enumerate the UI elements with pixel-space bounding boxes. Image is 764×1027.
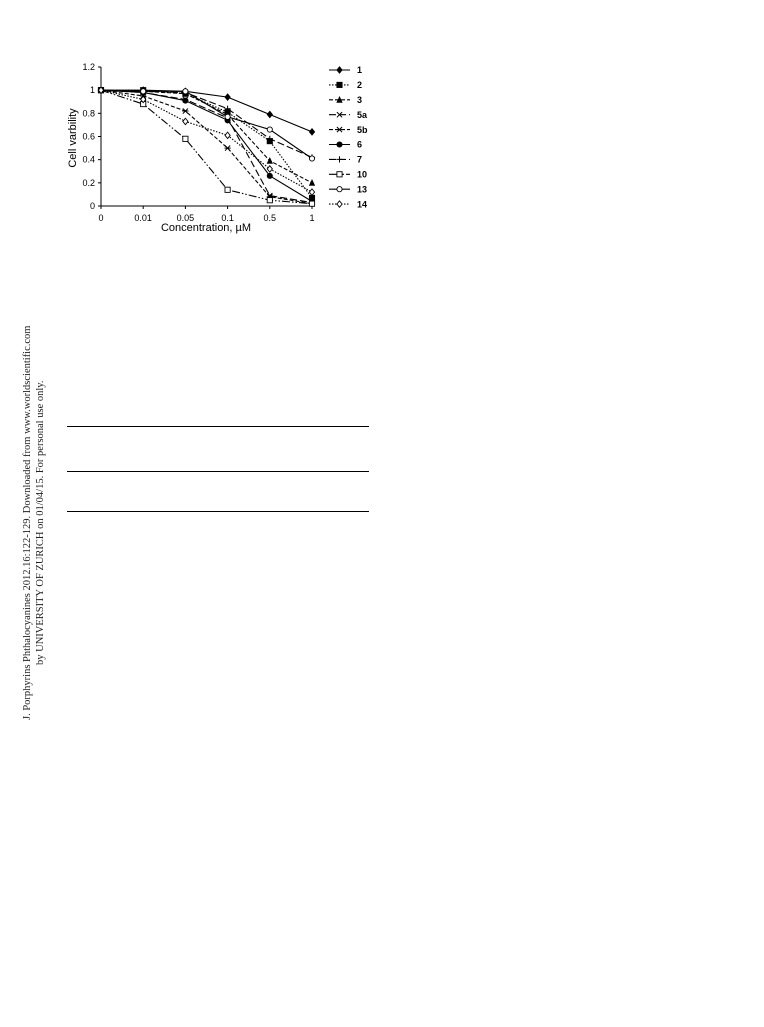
legend-label: 6 (357, 139, 363, 150)
data-point-plus-marker (336, 156, 342, 162)
legend-item (329, 80, 362, 90)
data-point-square-open-marker (337, 172, 342, 177)
legend-label: 14 (357, 199, 368, 210)
data-point-circle-open-marker (141, 89, 146, 94)
y-tick-label: 1 (89, 85, 95, 96)
x-tick-label: 0 (98, 213, 104, 223)
table-rule-top (67, 426, 369, 427)
series-line (101, 90, 312, 192)
download-watermark-line-1: J. Porphyrins Phthalocyanines 2012.16:122-129. Downloaded from www.worldscientific.com (22, 325, 33, 720)
data-point-square-open-marker (225, 187, 230, 192)
series-7 (98, 87, 315, 160)
table-rule-middle (67, 471, 369, 472)
data-point-circle-filled-marker (337, 142, 342, 147)
y-tick-label: 0.4 (82, 154, 95, 165)
data-point-square-filled-marker (337, 82, 342, 87)
legend-label: 10 (357, 169, 368, 180)
series-line (101, 90, 312, 157)
legend-label: 7 (357, 154, 363, 165)
y-tick-label: 0.8 (82, 108, 95, 119)
download-watermark-line-2: by UNIVERSITY OF ZURICH on 01/04/15. For personal use only. (35, 380, 46, 665)
series-5b (98, 88, 315, 207)
x-tick-label: 0.1 (221, 213, 234, 223)
series-lines (98, 87, 315, 206)
data-point-triangle-filled-marker (309, 180, 314, 186)
y-tick-label: 1.2 (82, 62, 95, 72)
table-rule-bottom (67, 511, 369, 512)
data-point-diamond-open-marker (337, 201, 342, 207)
legend (329, 65, 368, 209)
legend-item (329, 170, 367, 180)
data-point-diamond-filled-marker (225, 94, 230, 100)
series-13 (98, 88, 314, 162)
data-point-circle-open-marker (309, 156, 314, 161)
data-point-circle-open-marker (267, 127, 272, 132)
x-tick-label: 0.05 (176, 213, 195, 223)
series-6 (98, 88, 314, 204)
data-point-circle-filled-marker (267, 173, 272, 178)
data-point-circle-open-marker (183, 89, 188, 94)
x-tick-label: 0.5 (263, 213, 277, 223)
data-point-diamond-filled-marker (309, 129, 314, 135)
legend-label: 5a (357, 109, 368, 120)
series-line (101, 90, 312, 201)
data-point-triangle-filled-marker (267, 158, 272, 164)
legend-item (329, 125, 368, 135)
y-tick-label: 0.2 (82, 177, 95, 188)
data-point-square-open-marker (183, 136, 188, 141)
data-point-circle-open-marker (225, 114, 230, 119)
data-point-diamond-open-marker (267, 166, 272, 172)
legend-item (329, 140, 362, 150)
data-point-diamond-open-marker (225, 132, 230, 138)
data-point-star-marker (336, 127, 342, 132)
download-watermark (21, 326, 47, 720)
legend-label: 13 (357, 184, 368, 195)
legend-item (329, 95, 362, 105)
data-point-diamond-open-marker (183, 118, 188, 124)
legend-label: 2 (357, 80, 363, 91)
data-point-star-marker (182, 108, 188, 113)
legend-item (329, 65, 362, 75)
y-tick-label: 0.6 (82, 131, 95, 142)
y-tick-label: 0 (89, 201, 95, 211)
x-tick-label: 1 (309, 213, 315, 223)
legend-item (329, 110, 368, 120)
data-point-diamond-filled-marker (267, 111, 272, 117)
series-3 (98, 87, 314, 185)
cell-viability-chart (0, 0, 764, 260)
legend-label: 5b (357, 124, 368, 135)
legend-label: 3 (357, 95, 363, 105)
x-tick-label: 0.01 (134, 213, 152, 223)
data-point-circle-filled-marker (183, 98, 188, 103)
series-line (101, 90, 312, 204)
series-10 (98, 88, 314, 207)
data-point-circle-open-marker (337, 187, 342, 192)
series-line (101, 90, 312, 204)
data-point-diamond-filled-marker (337, 67, 342, 73)
legend-item (329, 199, 367, 209)
legend-item (329, 155, 362, 165)
series-line (101, 90, 312, 202)
legend-item (329, 184, 367, 194)
y-axis-title: Cell varbility (67, 108, 79, 168)
series-5a (98, 88, 314, 206)
data-point-diamond-open-marker (309, 189, 314, 195)
x-axis-title: Concentration, µM (160, 222, 252, 234)
series-14 (98, 87, 314, 195)
legend-label: 1 (357, 65, 363, 76)
data-point-square-open-marker (267, 198, 272, 203)
data-point-star-marker (225, 145, 231, 150)
data-point-square-open-marker (309, 201, 314, 206)
